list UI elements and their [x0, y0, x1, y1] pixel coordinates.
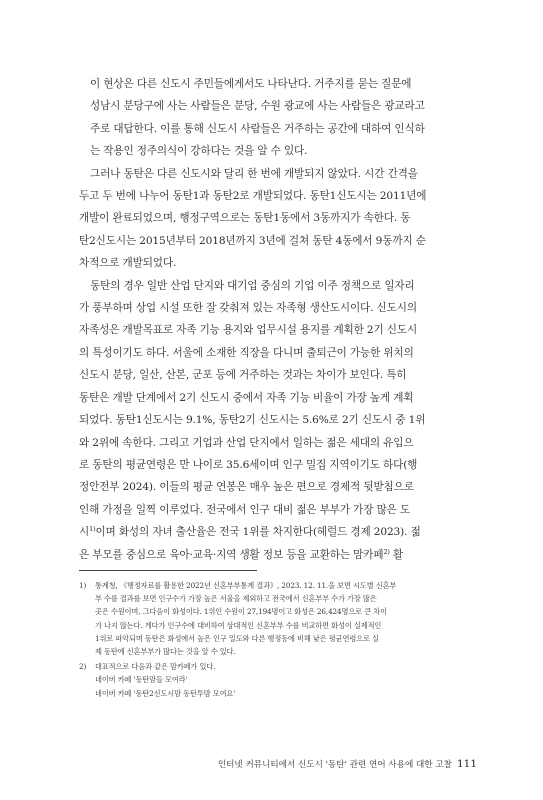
- text-line: 로 동탄의 평균연령은 만 나이로 35.6세이며 인구 밀집 지역이기도 하다(행: [79, 458, 418, 471]
- text-line: 주로 대답한다. 이를 통해 신도시 사람들은 거주하는 공간에 대하여 인식하: [90, 122, 425, 135]
- text-line: 두고 두 번에 나누어 동탄1과 동탄2로 개발되었다. 동탄1신도시는 2011년에: [79, 190, 427, 203]
- footnote-ref-2[interactable]: 2): [383, 547, 390, 556]
- footnote-number: 1): [79, 581, 87, 590]
- footnote-line: 네이버 카페 '동탄맘들 모여라': [95, 675, 188, 685]
- footnote-line: 곳은 수원이며, 그다음이 화성이다. 1위인 수원이 27,194명이고 화성은 26,424명으로 큰 차이: [95, 607, 387, 617]
- footnote-line: 부 수를 결과를 보면 인구수가 가장 높은 서울을 제외하고 전국에서 신혼부부 수가 가장 많은: [95, 594, 377, 604]
- text-fragment: 시: [79, 526, 90, 539]
- text-fragment: 은 부모를 중심으로 육아·교육·지역 생활 정보 등을 교환하는 맘카페: [79, 548, 384, 561]
- running-footer: [218, 758, 477, 770]
- text-line: 이 현상은 다른 신도시 주민들에게서도 나타난다. 거주지를 묻는 질문에: [90, 78, 412, 90]
- text-line: 차적으로 개발되었다.: [79, 257, 177, 270]
- text-line: 그러나 동탄은 다른 신도시와 달리 한 번에 개발되지 않았다. 시간 간격을: [90, 167, 418, 180]
- text-line: 의 특성이기도 하다. 서울에 소재한 직장을 다니며 출퇴근이 가능한 위치의: [79, 346, 414, 359]
- footnote-line: 대표적으로 다음과 같은 맘카페가 있다.: [95, 662, 216, 672]
- text-line: 개발이 완료되었으며, 행정구역으로는 동탄1동에서 3동까지가 속한다. 동: [79, 212, 411, 225]
- footnote-ref-1[interactable]: 1): [89, 525, 96, 534]
- paragraph-2: [79, 163, 478, 275]
- footnote-1: [79, 579, 479, 658]
- page-number: 111: [456, 758, 477, 770]
- footnote-line: 가 나지 않는다. 게다가 인구수에 대비하여 상대적인 신혼부부 수를 비교하면 화성이 실제적인: [95, 620, 382, 630]
- paragraph-1: [79, 73, 478, 163]
- text-line: 는 작용인 정주의식이 강하다는 것을 알 수 있다.: [90, 145, 308, 158]
- text-line: 동탄의 경우 일반 산업 단지와 대기업 중심의 기업 이주 정책으로 일자리: [90, 279, 415, 292]
- text-line: 인해 가정을 일찍 이루었다. 전국에서 인구 대비 젊은 부부가 가장 많은 도: [79, 503, 411, 516]
- text-line-with-note: [79, 521, 478, 543]
- text-fragment: 이며 화성의 자녀 출산율은 전국 1위를 차지한다(헤럴드 경제 2023). 젊: [95, 526, 421, 539]
- paragraph-3: [79, 275, 478, 566]
- text-line: 되었다. 동탄1신도시는 9.1%, 동탄2기 신도시는 5.6%로 2기 신도시 중 1위: [79, 414, 426, 427]
- text-line: 동탄은 개발 단계에서 2기 신도시 중에서 자족 기능 비율이 가장 높게 계획: [79, 391, 414, 404]
- text-line: 자족성은 개발목표로 자족 기능 용지와 업무시설 용지를 계획한 2기 신도시: [79, 324, 418, 337]
- footnote-line: 통계청, 《행정자료를 활용한 2022년 신혼부부통계 결과》, 2023. 12. 11.을 보면 시도별 신혼부: [95, 581, 397, 590]
- footnote-line: 네이버 카페 '동탄2신도시맘 동탄투맘 모여요': [95, 688, 236, 698]
- footnote-number: 2): [79, 662, 87, 672]
- footnotes: [79, 579, 479, 700]
- text-line-with-note: [79, 544, 478, 566]
- footnote-line: 제 동탄에 신혼부부가 많다는 것을 알 수 있다.: [95, 647, 236, 657]
- text-line: 성남시 분당구에 사는 사람들은 분당, 수원 광교에 사는 사람들은 광교라고: [90, 100, 425, 113]
- main-text: [79, 73, 478, 566]
- footnote-line: 1위로 파악되며 동탄은 화성에서 높은 인구 밀도와 다른 행정동에 비해 낮은 평균연령으로 실: [95, 633, 379, 643]
- text-line: 와 2위에 속한다. 그리고 기업과 산업 단지에서 일하는 젊은 세대의 유입으: [79, 436, 414, 449]
- running-footer-title: 인터넷 커뮤니티에서 신도시 '동탄' 관련 연어 사용에 대한 고찰: [217, 760, 452, 770]
- text-line: 가 풍부하며 상업 시설 또한 잘 갖춰져 있는 자족형 생산도시이다. 신도시의: [79, 302, 417, 315]
- footnote-divider: [79, 570, 257, 571]
- text-fragment: 활: [393, 548, 404, 561]
- footnote-2: [79, 660, 479, 700]
- text-line: 정안전부 2024). 이들의 평균 연봉은 매우 높은 편으로 경제적 뒷받침으로: [79, 481, 414, 494]
- text-line: 탄2신도시는 2015년부터 2018년까지 3년에 걸쳐 동탄 4동에서 9동까지 순: [79, 234, 426, 247]
- text-line: 신도시 분당, 일산, 산본, 군포 등에 거주하는 것과는 차이가 보인다. 특히: [79, 369, 407, 382]
